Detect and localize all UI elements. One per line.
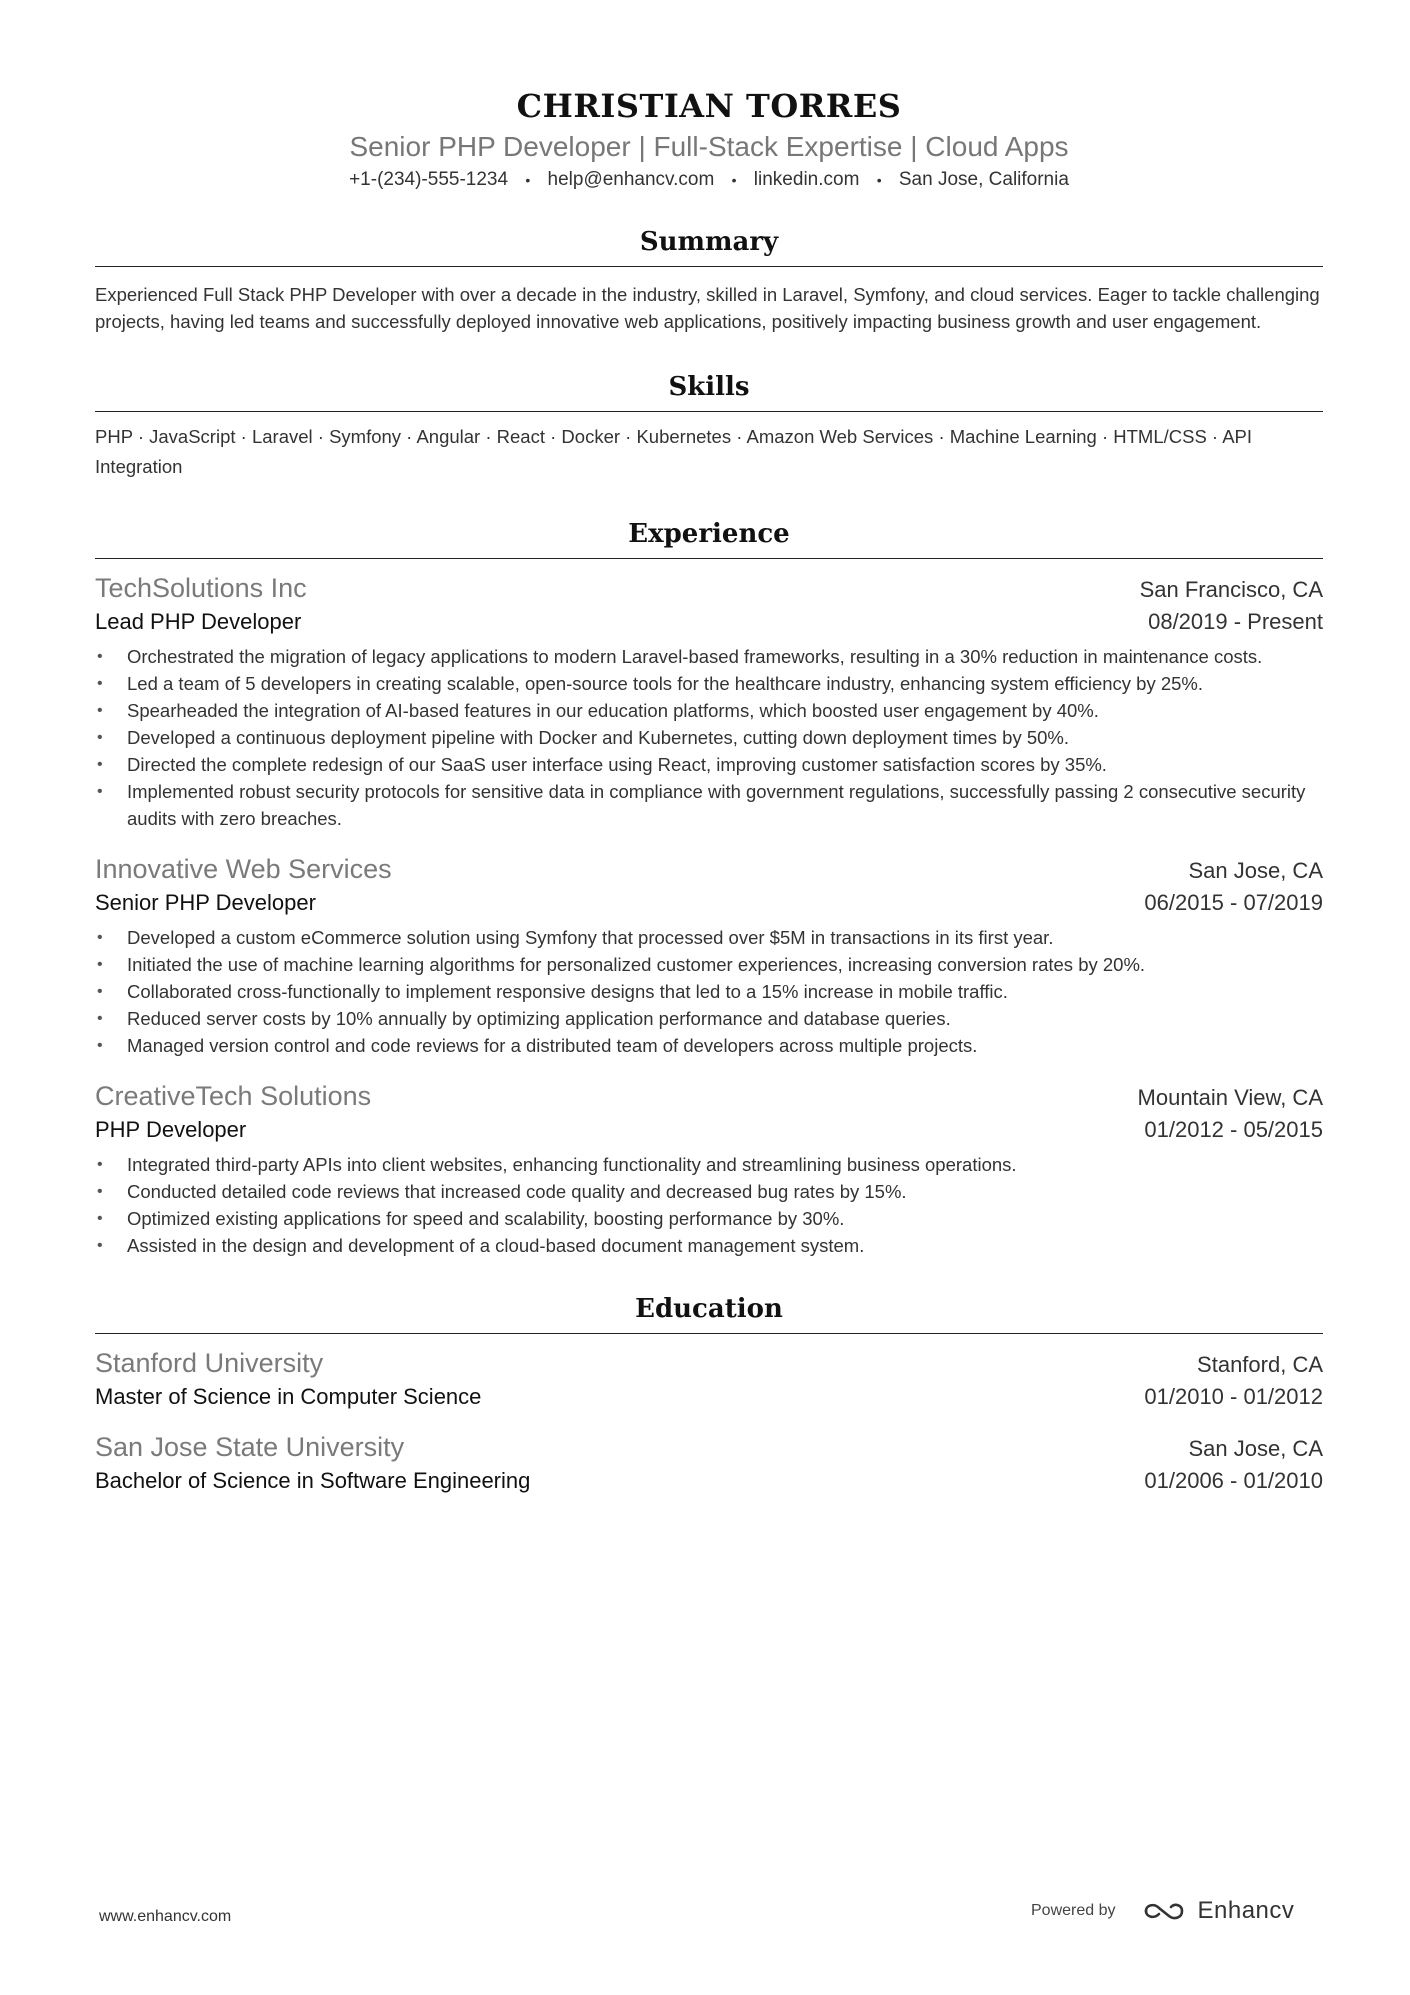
skills-list: PHP · JavaScript · Laravel · Symfony · Angular · React · Docker · Kubernetes · Amazon Web Services · Machine Learning · HTML/CSS · API Integration xyxy=(95,426,1253,478)
list-item: • Led a team of 5 developers in creating scalable, open-source tools for the healthcare industry, enhancing system efficiency by 25%. xyxy=(127,670,1323,697)
job-bullets xyxy=(95,643,1323,832)
job-title: Lead PHP Developer xyxy=(95,609,302,635)
resume-page xyxy=(95,0,1323,1496)
email-address[interactable]: help@enhancv.com xyxy=(547,169,715,191)
enhancv-logo-icon xyxy=(1142,1899,1188,1923)
candidate-name: CHRISTIAN TORRES xyxy=(516,87,902,125)
list-item: • Conducted detailed code reviews that increased code quality and decreased bug rates by 15%. xyxy=(127,1178,1323,1205)
list-item: • Optimized existing applications for speed and scalability, boosting performance by 30%. xyxy=(127,1205,1323,1232)
company-name: TechSolutions Inc xyxy=(95,573,307,604)
separator: • xyxy=(731,172,737,188)
education-entry xyxy=(95,1430,1323,1496)
section-title-education: Education xyxy=(95,1293,1323,1334)
list-item: • Integrated third-party APIs into client websites, enhancing functionality and streamlining business operations. xyxy=(127,1151,1323,1178)
section-title-skills: Skills xyxy=(95,371,1323,412)
list-item: • Collaborated cross-functionally to implement responsive designs that led to a 15% increase in mobile traffic. xyxy=(127,978,1323,1005)
summary-section xyxy=(95,226,1323,335)
powered-by-label: Powered by xyxy=(1031,1902,1116,1919)
section-title-summary: Summary xyxy=(95,226,1323,267)
phone-number: +1-(234)-555-1234 xyxy=(349,169,509,191)
experience-entry xyxy=(95,571,1323,832)
company-name: CreativeTech Solutions xyxy=(95,1081,372,1112)
list-item: • Orchestrated the migration of legacy applications to modern Laravel-based frameworks, resulting in a 30% reduction in maintenance costs. xyxy=(127,643,1323,670)
school-name: Stanford University xyxy=(95,1348,324,1379)
job-title: Senior PHP Developer xyxy=(95,890,316,916)
brand-name: Enhancv xyxy=(1197,1897,1295,1924)
school-location: Stanford, CA xyxy=(1197,1352,1323,1378)
job-dates: 08/2019 - Present xyxy=(1148,609,1323,635)
degree-title: Master of Science in Computer Science xyxy=(95,1384,482,1410)
candidate-tagline: Senior PHP Developer | Full-Stack Expertise | Cloud Apps xyxy=(349,131,1069,162)
list-item: • Developed a custom eCommerce solution using Symfony that processed over $5M in transactions in its first year. xyxy=(127,924,1323,951)
job-dates: 01/2012 - 05/2015 xyxy=(1144,1117,1323,1143)
brand-logo[interactable] xyxy=(1142,1897,1295,1925)
experience-entry xyxy=(95,852,1323,1059)
job-location: San Francisco, CA xyxy=(1139,577,1323,603)
separator: • xyxy=(876,172,882,188)
job-bullets xyxy=(95,924,1323,1059)
separator: • xyxy=(525,172,531,188)
degree-title: Bachelor of Science in Software Engineering xyxy=(95,1468,531,1494)
list-item: • Implemented robust security protocols for sensitive data in compliance with government regulations, successfully passing 2 consecutive security audits with zero breaches. xyxy=(127,778,1323,832)
job-title: PHP Developer xyxy=(95,1117,247,1143)
job-dates: 06/2015 - 07/2019 xyxy=(1144,890,1323,916)
school-name: San Jose State University xyxy=(95,1432,405,1463)
list-item: • Initiated the use of machine learning algorithms for personalized customer experiences, increasing conversion rates by 20%. xyxy=(127,951,1323,978)
linkedin-link[interactable]: linkedin.com xyxy=(753,169,860,191)
list-item: • Developed a continuous deployment pipeline with Docker and Kubernetes, cutting down deployment times by 50%. xyxy=(127,724,1323,751)
footer-branding xyxy=(1031,1897,1294,1925)
list-item: • Directed the complete redesign of our SaaS user interface using React, improving customer satisfaction scores by 35%. xyxy=(127,751,1323,778)
education-dates: 01/2006 - 01/2010 xyxy=(1144,1468,1323,1494)
list-item: • Spearheaded the integration of AI-based features in our education platforms, which boosted user engagement by 40%. xyxy=(127,697,1323,724)
resume-header xyxy=(95,0,1323,192)
education-section xyxy=(95,1293,1323,1496)
experience-entry xyxy=(95,1079,1323,1259)
job-bullets xyxy=(95,1151,1323,1259)
summary-text: Experienced Full Stack PHP Developer with over a decade in the industry, skilled in Laravel, Symfony, and cloud services. Eager to tackle challenging projects, having led teams and successfully deployed innovative web applications, positively impacting business growth and user engagement. xyxy=(95,284,1320,333)
contact-line xyxy=(95,168,1323,192)
job-location: Mountain View, CA xyxy=(1137,1085,1323,1111)
contact-location: San Jose, California xyxy=(898,169,1069,191)
list-item: • Managed version control and code reviews for a distributed team of developers across multiple projects. xyxy=(127,1032,1323,1059)
school-location: San Jose, CA xyxy=(1188,1436,1323,1462)
job-location: San Jose, CA xyxy=(1188,858,1323,884)
section-title-experience: Experience xyxy=(95,518,1323,559)
list-item: • Assisted in the design and development of a cloud-based document management system. xyxy=(127,1232,1323,1259)
list-item: • Reduced server costs by 10% annually by optimizing application performance and database queries. xyxy=(127,1005,1323,1032)
education-entry xyxy=(95,1346,1323,1412)
education-dates: 01/2010 - 01/2012 xyxy=(1144,1384,1323,1410)
company-name: Innovative Web Services xyxy=(95,854,392,885)
skills-section xyxy=(95,371,1323,482)
footer-website[interactable]: www.enhancv.com xyxy=(99,1908,232,1925)
experience-section xyxy=(95,518,1323,1259)
